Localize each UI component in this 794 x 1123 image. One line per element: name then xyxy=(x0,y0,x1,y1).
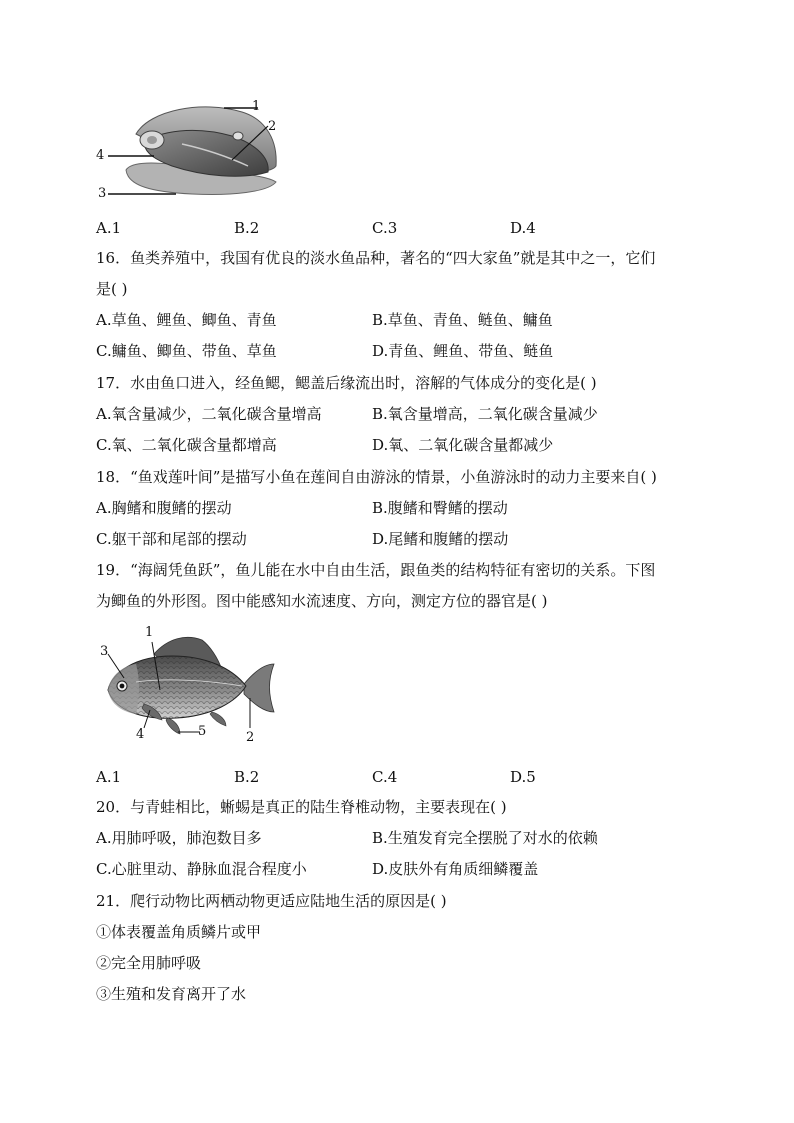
clam-illustration xyxy=(92,96,292,206)
fish-label-1: 1 xyxy=(145,625,154,640)
q21-item-1: ①体表覆盖角质鳞片或甲 xyxy=(96,923,262,941)
q15-option-a[interactable]: A.1 xyxy=(96,219,122,237)
q20-option-b[interactable]: B.生殖发育完全摆脱了对水的依赖 xyxy=(372,829,598,847)
q20-option-a[interactable]: A.用肺呼吸，肺泡数目多 xyxy=(96,829,262,847)
q16-stem-line2: 是( ) xyxy=(96,280,128,298)
q18-stem: 18．“鱼戏莲叶间”是描写小鱼在莲间自由游泳的情景，小鱼游泳时的动力主要来自( ) xyxy=(96,468,657,486)
q17-option-d[interactable]: D.氧、二氧化碳含量都减少 xyxy=(372,436,554,454)
q20-option-d[interactable]: D.皮肤外有角质细鳞覆盖 xyxy=(372,860,539,878)
q15-option-c[interactable]: C.3 xyxy=(372,219,398,237)
q17-option-a[interactable]: A.氧含量减少，二氧化碳含量增高 xyxy=(96,405,322,423)
fish-label-2: 2 xyxy=(246,730,255,745)
fish-label-5: 5 xyxy=(198,724,207,739)
q15-option-b[interactable]: B.2 xyxy=(234,219,260,237)
q20-stem: 20．与青蛙相比，蜥蜴是真正的陆生脊椎动物，主要表现在( ) xyxy=(96,798,507,816)
fish-label-3: 3 xyxy=(100,644,109,659)
q18-option-a[interactable]: A.胸鳍和腹鳍的摆动 xyxy=(96,499,232,517)
q16-option-a[interactable]: A.草鱼、鲤鱼、鲫鱼、青鱼 xyxy=(96,311,277,329)
q18-option-d[interactable]: D.尾鳍和腹鳍的摆动 xyxy=(372,530,509,548)
fish-figure xyxy=(96,624,286,746)
q19-option-c[interactable]: C.4 xyxy=(372,768,398,786)
q19-option-a[interactable]: A.1 xyxy=(96,768,122,786)
q18-option-c[interactable]: C.躯干部和尾部的摆动 xyxy=(96,530,247,548)
q15-option-d[interactable]: D.4 xyxy=(510,219,536,237)
q19-stem-line1: 19．“海阔凭鱼跃”，鱼儿能在水中自由生活，跟鱼类的结构特征有密切的关系。下图 xyxy=(96,561,656,579)
q19-option-b[interactable]: B.2 xyxy=(234,768,260,786)
q19-stem-line2: 为鲫鱼的外形图。图中能感知水流速度、方向，测定方位的器官是( ) xyxy=(96,592,548,610)
clam-label-1: 1 xyxy=(252,99,261,114)
clam-label-2: 2 xyxy=(268,119,277,134)
q16-option-d[interactable]: D.青鱼、鲤鱼、带鱼、鲢鱼 xyxy=(372,342,554,360)
q21-item-3: ③生殖和发育离开了水 xyxy=(96,985,247,1003)
q18-option-b[interactable]: B.腹鳍和臀鳍的摆动 xyxy=(372,499,508,517)
clam-figure xyxy=(92,96,292,206)
q17-option-b[interactable]: B.氧含量增高，二氧化碳含量减少 xyxy=(372,405,598,423)
q17-stem: 17．水由鱼口进入，经鱼鳃，鳃盖后缘流出时，溶解的气体成分的变化是( ) xyxy=(96,374,597,392)
q19-option-d[interactable]: D.5 xyxy=(510,768,536,786)
clam-label-3: 3 xyxy=(98,186,107,201)
q16-stem-line1: 16．鱼类养殖中，我国有优良的淡水鱼品种，著名的“四大家鱼”就是其中之一，它们 xyxy=(96,249,656,267)
fish-illustration xyxy=(96,624,286,746)
q16-option-b[interactable]: B.草鱼、青鱼、鲢鱼、鳙鱼 xyxy=(372,311,553,329)
q21-item-2: ②完全用肺呼吸 xyxy=(96,954,202,972)
clam-label-4: 4 xyxy=(96,148,105,163)
q16-option-c[interactable]: C.鳙鱼、鲫鱼、带鱼、草鱼 xyxy=(96,342,277,360)
fish-label-4: 4 xyxy=(136,727,145,742)
q21-stem: 21．爬行动物比两栖动物更适应陆地生活的原因是( ) xyxy=(96,892,447,910)
q17-option-c[interactable]: C.氧、二氧化碳含量都增高 xyxy=(96,436,277,454)
q20-option-c[interactable]: C.心脏里动、静脉血混合程度小 xyxy=(96,860,307,878)
